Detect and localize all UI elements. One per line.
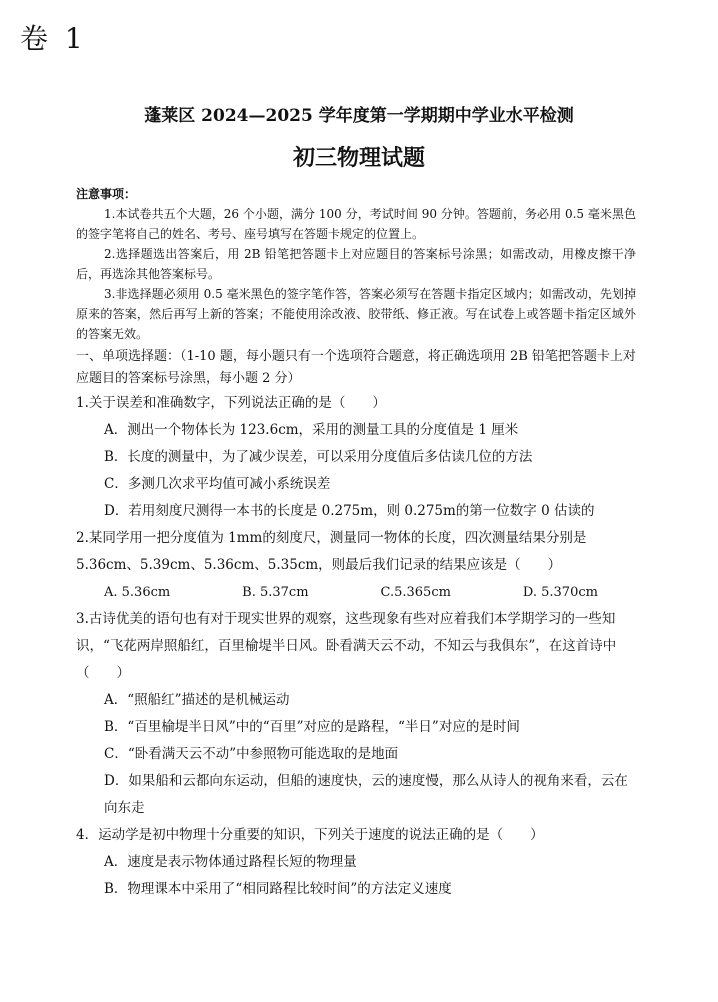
exam-content: [76, 184, 636, 903]
question-stem-line: 5.36cm、5.39cm、5.36cm、5.35cm，则最后我们记录的结果应该是（ ）: [76, 557, 562, 573]
notice-item: 3.非选择题必须用 0.5 毫米黑色的签字笔作答，答案必须写在答题卡指定区域内；如需改动，先划掉原来的答案，然后再写上新的答案；不能使用涂改液、胶带纸、修正液。写在试卷上或答题卡指定区域外的答案无效。: [76, 287, 636, 341]
exam-title: 蓬莱区 2024—2025 学年度第一学期期中学业水平检测: [144, 106, 574, 126]
option-b: B．长度的测量中，为了减少误差，可以采用分度值后多估读几位的方法: [104, 449, 533, 465]
question-stem: 3.古诗优美的语句也有对于现实世界的观察，这些现象有些对应着我们本学期学习的一些知识，“飞花两岸照船红，百里榆堤半日风。卧看满天云不动，不知云与我俱东”，在这首诗中（ ）: [76, 611, 617, 681]
option-a: A．速度是表示物体通过路程长短的物理量: [104, 854, 357, 870]
option-b: B. 5.37cm: [242, 585, 309, 600]
question-stem-line: 2.某同学用一把分度值为 1mm的刻度尺，测量同一物体的长度，四次测量结果分别是: [76, 530, 587, 546]
notice-item: 2.选择题选出答案后，用 2B 铅笔把答题卡上对应题目的答案标号涂黑；如需改动，用橡皮擦干净后，再选涂其他答案标号。: [76, 247, 636, 281]
option-c: C.5.365cm: [380, 585, 451, 600]
option-a: A．“照船红”描述的是机械运动: [104, 692, 290, 708]
section-heading: 一、单项选择题：（1-10 题，每小题只有一个选项符合题意，将正确选项用 2B 铅笔把答题卡上对应题目的答案标号涂黑，每小题 2 分）: [76, 349, 636, 386]
notice-item: 1.本试卷共五个大题，26 个小题，满分 100 分，考试时间 90 分钟。答题前，务必用 0.5 毫米黑色的签字笔将自己的姓名、考号、座号填写在答题卡规定的位置上。: [76, 207, 636, 241]
volume-label: 卷 1: [20, 22, 87, 55]
option-d: D. 5.370cm: [522, 585, 598, 600]
option-d: D．如果船和云都向东运动，但船的速度快，云的速度慢，那么从诗人的视角来看，云在向东走: [104, 773, 628, 816]
option-a: A. 5.36cm: [104, 585, 171, 600]
question-stem: 4．运动学是初中物理十分重要的知识，下列关于速度的说法正确的是（ ）: [76, 827, 544, 843]
question-2: [76, 525, 636, 606]
option-b: B．物理课本中采用了“相同路程比较时间”的方法定义速度: [104, 881, 452, 897]
question-1: [76, 390, 636, 525]
option-row: [76, 579, 636, 606]
option-b: B．“百里榆堤半日风”中的“百里”对应的是路程，“半日”对应的是时间: [104, 719, 520, 735]
notice-block: [76, 184, 636, 344]
option-c: C．多测几次求平均值可减小系统误差: [104, 476, 331, 492]
question-4: [76, 822, 636, 903]
notice-heading: 注意事项：: [76, 187, 137, 201]
option-c: C．“卧看满天云不动”中参照物可能选取的是地面: [104, 746, 399, 762]
option-a: A．测出一个物体长为 123.6cm，采用的测量工具的分度值是 1 厘米: [104, 422, 519, 438]
option-d: D．若用刻度尺测得一本书的长度是 0.275m，则 0.275m的第一位数字 0 估读的: [104, 503, 595, 519]
subject-title: 初三物理试题: [292, 145, 425, 171]
question-stem: 1.关于误差和准确数字，下列说法正确的是（ ）: [76, 395, 386, 411]
question-3: [76, 606, 636, 822]
